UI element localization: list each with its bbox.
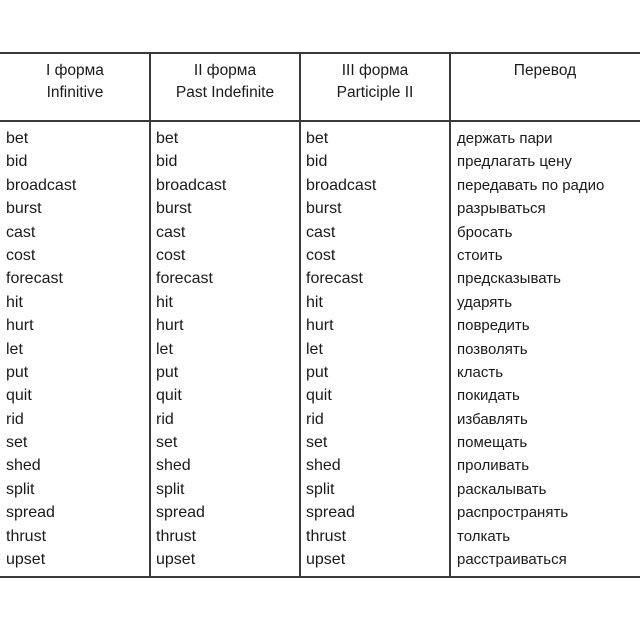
translation-cell: стоить (457, 246, 503, 264)
infinitive-cell: rid (6, 410, 24, 428)
past-indefinite-cell: let (156, 340, 173, 358)
header-participle (300, 60, 450, 104)
header-divider (0, 120, 640, 122)
past-indefinite-cell: rid (156, 410, 174, 428)
table-row (0, 454, 640, 477)
translation-cell: распространять (457, 504, 569, 522)
translation-cell: ударять (457, 293, 513, 311)
table-row (0, 127, 640, 150)
header-form-label: I форма (46, 62, 104, 79)
participle-cell: hit (306, 293, 323, 311)
participle-cell: shed (306, 457, 341, 475)
translation-cell: толкать (457, 527, 511, 545)
past-indefinite-cell: spread (156, 504, 205, 522)
table-row (0, 501, 640, 524)
header-form-name: Past Indefinite (175, 84, 275, 101)
infinitive-cell: cast (6, 223, 36, 241)
past-indefinite-cell: set (156, 434, 178, 452)
table-row (0, 431, 640, 454)
past-indefinite-cell: thrust (156, 527, 197, 545)
infinitive-cell: bet (6, 130, 29, 147)
past-indefinite-cell: burst (156, 200, 192, 218)
infinitive-cell: bid (6, 153, 28, 171)
past-indefinite-cell: hurt (156, 317, 184, 335)
table-row (0, 197, 640, 220)
participle-cell: burst (306, 200, 342, 218)
past-indefinite-cell: broadcast (156, 176, 227, 194)
past-indefinite-cell: cast (156, 223, 186, 241)
table-row (0, 291, 640, 314)
table-row (0, 384, 640, 407)
infinitive-cell: thrust (6, 527, 47, 545)
participle-cell: bid (306, 153, 328, 171)
header-past-indefinite (150, 60, 300, 104)
participle-cell: put (306, 363, 329, 381)
participle-cell: set (306, 434, 328, 452)
past-indefinite-cell: bet (156, 130, 179, 147)
header-form-name: Participle II (336, 84, 414, 101)
translation-cell: передавать по радио (457, 176, 605, 194)
table-row (0, 244, 640, 267)
infinitive-cell: forecast (6, 270, 63, 288)
participle-cell: split (306, 480, 335, 498)
participle-cell: let (306, 340, 323, 358)
table-row (0, 150, 640, 173)
infinitive-cell: put (6, 363, 29, 381)
past-indefinite-cell: forecast (156, 270, 213, 288)
translation-cell: разрываться (457, 200, 546, 218)
table-row (0, 174, 640, 197)
header-form-label: II форма (193, 62, 257, 79)
infinitive-cell: hurt (6, 317, 34, 335)
infinitive-cell: split (6, 480, 35, 498)
participle-cell: broadcast (306, 176, 377, 194)
table-row (0, 338, 640, 361)
infinitive-cell: broadcast (6, 176, 77, 194)
past-indefinite-cell: quit (156, 387, 182, 405)
participle-cell: cost (306, 246, 336, 264)
header-form-label: Перевод (513, 62, 577, 79)
infinitive-cell: quit (6, 387, 32, 405)
table-row (0, 267, 640, 290)
infinitive-cell: set (6, 434, 28, 452)
table-body (0, 127, 640, 571)
participle-cell: upset (306, 551, 346, 569)
irregular-verbs-table (0, 52, 640, 578)
table-row (0, 548, 640, 571)
translation-cell: раскалывать (457, 480, 547, 498)
table-row (0, 525, 640, 548)
translation-cell: избавлять (457, 410, 528, 428)
participle-cell: forecast (306, 270, 363, 288)
translation-cell: класть (457, 363, 504, 381)
participle-cell: rid (306, 410, 324, 428)
translation-cell: проливать (457, 457, 530, 475)
past-indefinite-cell: split (156, 480, 185, 498)
participle-cell: quit (306, 387, 332, 405)
past-indefinite-cell: put (156, 363, 179, 381)
translation-cell: бросать (457, 223, 513, 241)
participle-cell: spread (306, 504, 355, 522)
table-row (0, 408, 640, 431)
infinitive-cell: let (6, 340, 23, 358)
infinitive-cell: cost (6, 246, 36, 264)
table-row (0, 361, 640, 384)
translation-cell: позволять (457, 340, 528, 358)
infinitive-cell: spread (6, 504, 55, 522)
past-indefinite-cell: upset (156, 551, 196, 569)
translation-cell: покидать (457, 387, 520, 405)
past-indefinite-cell: hit (156, 293, 173, 311)
infinitive-cell: shed (6, 457, 41, 475)
past-indefinite-cell: bid (156, 153, 178, 171)
translation-cell: помещать (457, 434, 528, 452)
table-row (0, 314, 640, 337)
past-indefinite-cell: shed (156, 457, 191, 475)
participle-cell: thrust (306, 527, 347, 545)
participle-cell: bet (306, 130, 329, 147)
header-translation (450, 60, 640, 82)
translation-cell: предлагать цену (457, 153, 572, 171)
participle-cell: hurt (306, 317, 334, 335)
infinitive-cell: hit (6, 293, 23, 311)
table-header-row (0, 54, 640, 120)
infinitive-cell: upset (6, 551, 46, 569)
header-form-label: III форма (341, 62, 409, 79)
table-row (0, 478, 640, 501)
header-form-name: Infinitive (46, 84, 104, 101)
table-row (0, 221, 640, 244)
infinitive-cell: burst (6, 200, 42, 218)
participle-cell: cast (306, 223, 336, 241)
translation-cell: расстраиваться (457, 551, 567, 569)
header-infinitive (0, 60, 150, 104)
translation-cell: держать пари (457, 130, 553, 147)
past-indefinite-cell: cost (156, 246, 186, 264)
translation-cell: предсказывать (457, 270, 561, 288)
translation-cell: повредить (457, 317, 530, 335)
